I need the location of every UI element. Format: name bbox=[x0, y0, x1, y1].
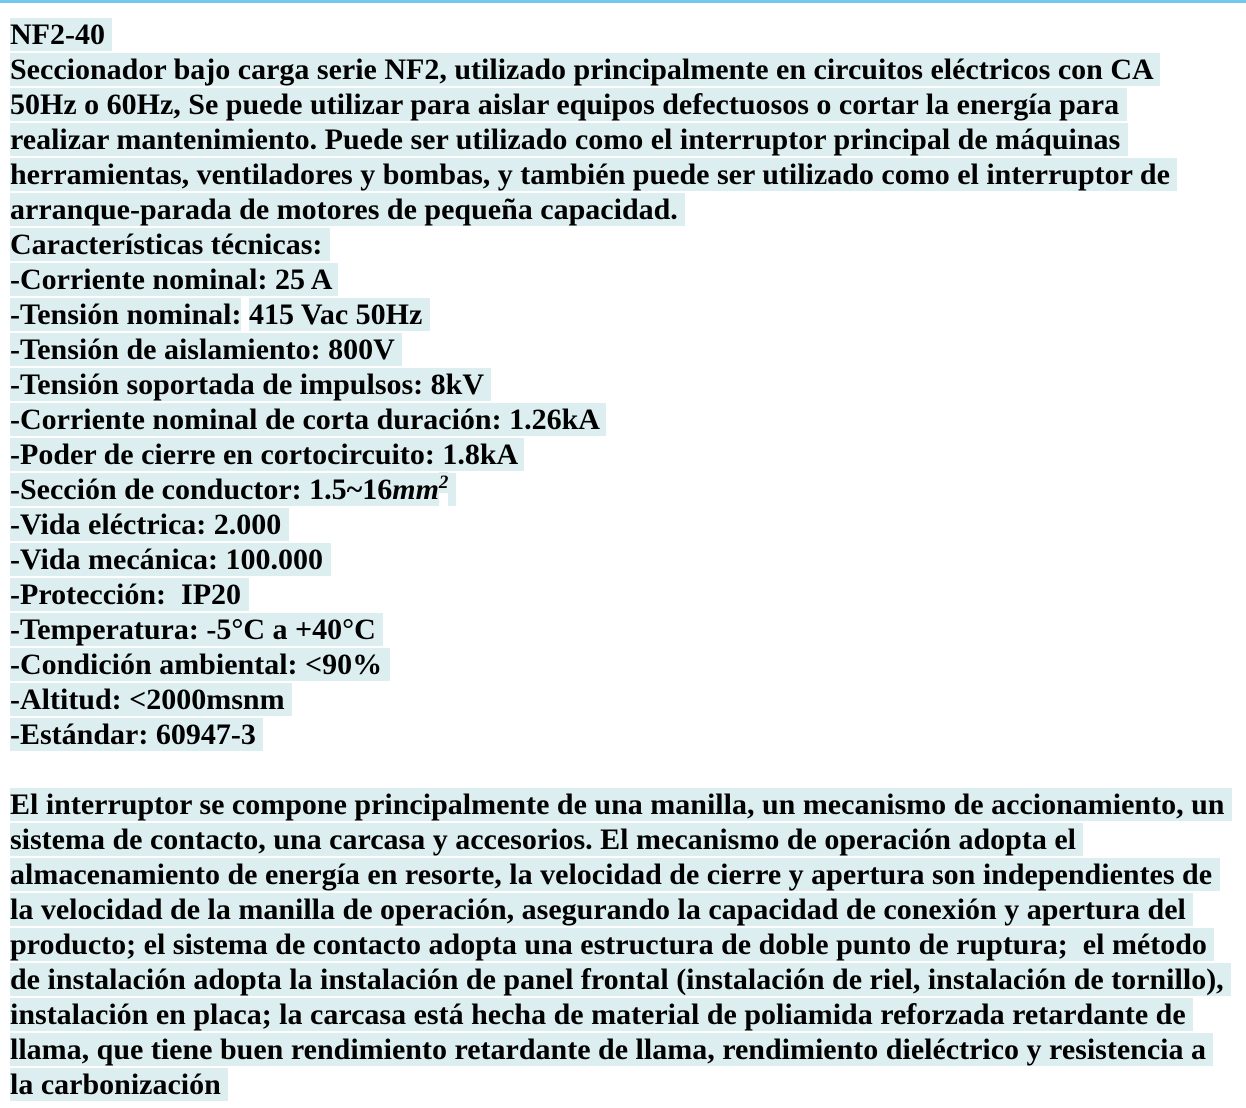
document-body bbox=[0, 3, 1246, 1102]
spec-line bbox=[10, 717, 1246, 752]
plain-text bbox=[241, 298, 249, 331]
highlighted-text: producto; el sistema de contacto adopta una estructura de doble punto de ruptura; el método bbox=[10, 928, 1215, 961]
highlighted-text: Características técnicas: bbox=[10, 228, 330, 261]
highlighted-text bbox=[448, 473, 456, 506]
highlighted-text: la velocidad de la manilla de operación, asegurando la capacidad de conexión y apertura del bbox=[10, 893, 1194, 926]
highlighted-text: -Tensión de aislamiento: 800V bbox=[10, 333, 402, 366]
spec-line bbox=[10, 262, 1246, 297]
section-heading bbox=[10, 227, 1246, 262]
description-line bbox=[10, 122, 1246, 157]
highlighted-text: Seccionador bajo carga serie NF2, utilizado principalmente en circuitos eléctricos con CA bbox=[10, 53, 1160, 86]
spec-line bbox=[10, 472, 1246, 507]
spec-line bbox=[10, 542, 1246, 577]
highlighted-text: llama, que tiene buen rendimiento retardante de llama, rendimiento dieléctrico y resistencia a bbox=[10, 1033, 1214, 1066]
spec-line bbox=[10, 402, 1246, 437]
composition-line bbox=[10, 927, 1246, 962]
highlighted-text: -Corriente nominal: 25 A bbox=[10, 263, 339, 296]
composition-line bbox=[10, 787, 1246, 822]
composition-line bbox=[10, 892, 1246, 927]
highlighted-text: NF2-40 bbox=[10, 18, 113, 51]
highlighted-text: -Vida eléctrica: 2.000 bbox=[10, 508, 289, 541]
product-title bbox=[10, 17, 1246, 52]
spec-line bbox=[10, 682, 1246, 717]
highlighted-text: -Protección: IP20 bbox=[10, 578, 249, 611]
highlighted-text: instalación en placa; la carcasa está hecha de material de poliamida reforzada retardante de bbox=[10, 998, 1194, 1031]
spec-line bbox=[10, 647, 1246, 682]
composition-line bbox=[10, 997, 1246, 1032]
highlighted-text: 50Hz o 60Hz, Se puede utilizar para aislar equipos defectuosos o cortar la energía para bbox=[10, 88, 1127, 121]
highlighted-text: -Vida mecánica: 100.000 bbox=[10, 543, 331, 576]
highlighted-text: -Tensión soportada de impulsos: 8kV bbox=[10, 368, 491, 401]
highlighted-text: El interruptor se compone principalmente de una manilla, un mecanismo de accionamiento, un bbox=[10, 788, 1232, 821]
highlighted-text: -Corriente nominal de corta duración: 1.26kA bbox=[10, 403, 606, 436]
description-line bbox=[10, 87, 1246, 122]
highlighted-text: -Temperatura: -5°C a +40°C bbox=[10, 613, 384, 646]
highlighted-text: arranque-parada de motores de pequeña capacidad. bbox=[10, 193, 686, 226]
highlighted-text: -Estándar: 60947-3 bbox=[10, 718, 264, 751]
highlighted-text: 2 bbox=[438, 472, 449, 493]
highlighted-text: -Tensión nominal: bbox=[10, 298, 242, 331]
highlighted-text: herramientas, ventiladores y bombas, y también puede ser utilizado como el interruptor de bbox=[10, 158, 1178, 191]
highlighted-text: -Condición ambiental: <90% bbox=[10, 648, 390, 681]
composition-line bbox=[10, 857, 1246, 892]
highlighted-text: la carbonización bbox=[10, 1068, 229, 1101]
highlighted-text: sistema de contacto, una carcasa y accesorios. El mecanismo de operación adopta el bbox=[10, 823, 1084, 856]
composition-line bbox=[10, 962, 1246, 997]
blank-line bbox=[10, 752, 1246, 787]
composition-line bbox=[10, 1067, 1246, 1102]
highlighted-text: -Altitud: <2000msnm bbox=[10, 683, 293, 716]
description-line bbox=[10, 192, 1246, 227]
highlighted-text: 415 Vac 50Hz bbox=[248, 298, 430, 331]
highlighted-text: de instalación adopta la instalación de panel frontal (instalación de riel, instalación de tornillo), bbox=[10, 963, 1232, 996]
description-line bbox=[10, 157, 1246, 192]
spec-line bbox=[10, 507, 1246, 542]
spec-line bbox=[10, 367, 1246, 402]
highlighted-text: -Sección de conductor: 1.5~16 bbox=[10, 473, 393, 506]
spec-line bbox=[10, 297, 1246, 332]
description-line bbox=[10, 52, 1246, 87]
highlighted-text: almacenamiento de energía en resorte, la velocidad de cierre y apertura son independientes de bbox=[10, 858, 1220, 891]
spec-line bbox=[10, 612, 1246, 647]
composition-line bbox=[10, 1032, 1246, 1067]
spec-line bbox=[10, 437, 1246, 472]
highlighted-text: mm bbox=[392, 473, 439, 506]
spec-line bbox=[10, 332, 1246, 367]
composition-line bbox=[10, 822, 1246, 857]
highlighted-text: realizar mantenimiento. Puede ser utilizado como el interruptor principal de máquinas bbox=[10, 123, 1128, 156]
highlighted-text: -Poder de cierre en cortocircuito: 1.8kA bbox=[10, 438, 525, 471]
spec-line bbox=[10, 577, 1246, 612]
